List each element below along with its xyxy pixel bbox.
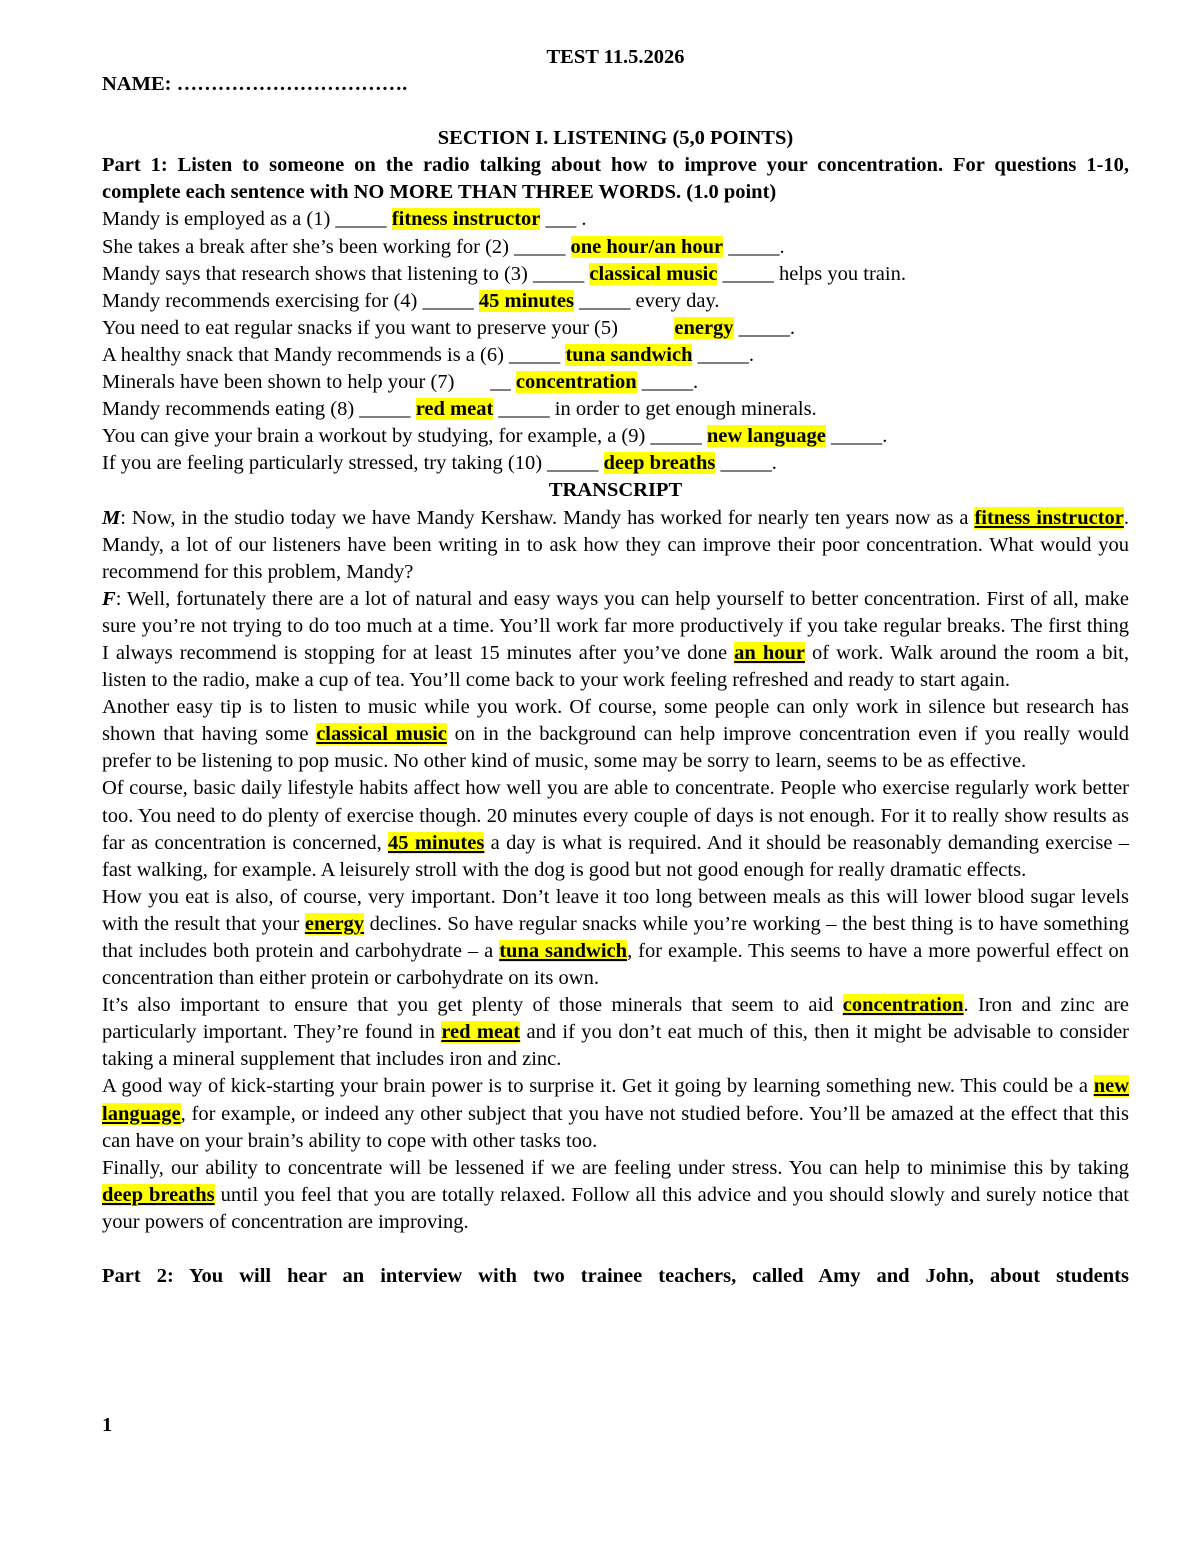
answer-highlight: new language (706, 425, 826, 448)
question-text: You need to eat regular snacks if you want to preserve your (5) (102, 316, 675, 339)
page-number: 1 (102, 1414, 113, 1436)
document-page (102, 44, 1129, 1290)
transcript-text: , for example, or indeed any other subject that you have not studied before. You’ll be amazed at the effect that this can have on your brain’s ability to cope with other tasks too. (102, 1102, 1129, 1152)
transcript-text: : Well, fortunately there are a lot of natural and easy ways you can help yourself to better concentration. First of all, make sure you’re not trying to do too much at a time. You’ll work far more productively if you take regular breaks. The first thing I always recommend is stopping for at least 15 minutes after you’ve done (102, 587, 1129, 664)
transcript-paragraph (102, 1073, 1129, 1154)
question-text: She takes a break after she’s been working for (2) _____ (102, 235, 571, 258)
question-text: Mandy is employed as a (1) _____ (102, 208, 392, 231)
question-text: Minerals have been shown to help your (7) __ (102, 371, 516, 394)
question-text-end: ___ . (540, 208, 587, 231)
answer-highlight: tuna sandwich (499, 940, 628, 962)
answer-highlight: red meat (415, 398, 494, 421)
question-text-end: _____. (636, 371, 699, 394)
section-heading: SECTION I. LISTENING (5,0 POINTS) (437, 127, 794, 150)
question-item (102, 206, 1129, 233)
transcript-text: and if you don’t eat much of this, then it might be advisable to consider taking a mineral supplement that includes iron and zinc. (102, 1021, 1129, 1071)
answer-highlight: deep breaths (102, 1183, 215, 1206)
question-item (102, 288, 1129, 315)
speaker-label: F (102, 587, 116, 610)
transcript-text: , for example. This seems to have a more powerful effect on concentration than either protein or carbohydrate on its own. (102, 940, 1130, 990)
transcript-text: on in the background can help improve concentration even if you really would prefer to be listening to pop music. No other kind of music, some may be sorry to learn, seems to be as effective. (102, 723, 1129, 773)
answer-highlight: one hour/an hour (570, 235, 724, 258)
answer-highlight: 45 minutes (388, 831, 485, 854)
transcript-paragraph (102, 992, 1129, 1073)
test-title: TEST 11.5.2026 (546, 46, 685, 68)
question-item (102, 396, 1129, 423)
transcript-text: of work. Walk around the room a bit, listen to the radio, make a cup of tea. You’ll come back to your work feeling refreshed and ready to start again. (102, 641, 1129, 692)
question-text: If you are feeling particularly stressed, try taking (10) _____ (102, 452, 604, 475)
answer-highlight: fitness instructor (391, 208, 541, 231)
answer-highlight: deep breaths (603, 452, 716, 475)
question-text-end: _____ in order to get enough minerals. (493, 398, 817, 421)
answer-highlight: concentration (515, 371, 637, 394)
transcript-text: A good way of kick-starting your brain power is to surprise it. Get it going by learning something new. This could be a (102, 1075, 1094, 1098)
question-item (102, 369, 1129, 396)
transcript-text: : Now, in the studio today we have Mandy Kershaw. Mandy has worked for nearly ten years now as a (120, 506, 975, 529)
transcript-text: Finally, our ability to concentrate will be lessened if we are feeling under stress. You can help to minimise this by taking (102, 1156, 1129, 1179)
answer-highlight: energy (674, 316, 734, 339)
question-text-end: _____ every day. (573, 289, 720, 312)
answer-highlight: energy (304, 912, 365, 935)
answer-highlight: 45 minutes (478, 289, 574, 312)
answer-highlight: red meat (441, 1021, 521, 1044)
transcript-text: It’s also important to ensure that you get plenty of those minerals that seem to aid (102, 994, 843, 1017)
transcript-text: a day is what is required. And it should be reasonably demanding exercise – fast walking, for example. A leisurely stroll with the dog is good but not good enough for really dramatic effects. (102, 831, 1129, 881)
transcript-paragraph (102, 775, 1129, 883)
answer-highlight: an hour (734, 641, 805, 664)
part1-instructions: Part 1: Listen to someone on the radio talking about how to improve your concentration. For questions 1-10, complete each sentence with NO MORE THAN THREE WORDS. (1.0 point) (102, 154, 1129, 204)
answer-highlight: classical music (316, 723, 447, 746)
question-text-end: _____. (733, 316, 796, 339)
question-text-end: _____ helps you train. (717, 262, 906, 285)
speaker-label: M (102, 506, 121, 529)
question-item (102, 423, 1129, 450)
transcript-text: declines. So have regular snacks while you’re working – the best thing is to have something that includes both protein and carbohydrate – a (102, 912, 1129, 962)
transcript-text: How you eat is also, of course, very important. Don’t leave it too long between meals as this will lower blood sugar levels with the result that your (102, 885, 1129, 935)
spacer (102, 1236, 1129, 1263)
transcript-text: until you feel that you are totally relaxed. Follow all this advice and you should slowly and surely notice that your powers of concentration are improving. (102, 1183, 1129, 1233)
transcript-text: Another easy tip is to listen to music while you work. Of course, some people can only work in silence but research has shown that having some (102, 696, 1129, 746)
transcript-paragraph (102, 694, 1129, 775)
part2-instructions: Part 2: You will hear an interview with two trainee teachers, called Amy and John, about students (102, 1265, 1129, 1288)
question-item (102, 450, 1129, 477)
question-text-end: _____. (825, 425, 888, 448)
question-text: Mandy says that research shows that listening to (3) _____ (102, 262, 590, 285)
answer-highlight: new language (102, 1075, 1129, 1125)
question-item (102, 342, 1129, 369)
question-text-end: _____. (723, 235, 785, 258)
transcript-text: . Mandy, a lot of our listeners have been writing in to ask how they can improve their poor concentration. What would you recommend for this problem, Mandy? (102, 506, 1129, 583)
answer-highlight: concentration (842, 994, 964, 1017)
question-text: Mandy recommends eating (8) _____ (102, 398, 416, 421)
question-list (102, 206, 1129, 477)
transcript-paragraph (102, 1155, 1129, 1236)
answer-highlight: classical music (589, 262, 718, 285)
name-line: NAME: ……………………………. (102, 73, 408, 96)
question-text-end: _____. (692, 343, 754, 366)
transcript-paragraph (102, 505, 1129, 586)
question-item (102, 315, 1129, 342)
question-item (102, 261, 1129, 288)
transcript-text: . Iron and zinc are particularly important. They’re found in (102, 994, 1130, 1044)
transcript-heading: TRANSCRIPT (548, 479, 683, 502)
question-text: A healthy snack that Mandy recommends is a (6) _____ (102, 343, 566, 366)
transcript-paragraph (102, 884, 1129, 992)
transcript-paragraph (102, 586, 1129, 694)
transcript-text: Of course, basic daily lifestyle habits affect how well you are able to concentrate. People who exercise regularly work better too. You need to do plenty of exercise though. 20 minutes every couple of days is not enough. For it to really show results as far as concentration is concerned, (102, 777, 1129, 854)
question-text: You can give your brain a workout by studying, for example, a (9) _____ (102, 425, 707, 448)
answer-highlight: fitness instructor (974, 506, 1124, 529)
question-text-end: _____. (715, 452, 777, 475)
answer-highlight: tuna sandwich (565, 343, 693, 366)
question-text: Mandy recommends exercising for (4) _____ (102, 289, 479, 312)
question-item (102, 234, 1129, 261)
spacer (102, 98, 1129, 125)
transcript-body (102, 505, 1129, 1237)
